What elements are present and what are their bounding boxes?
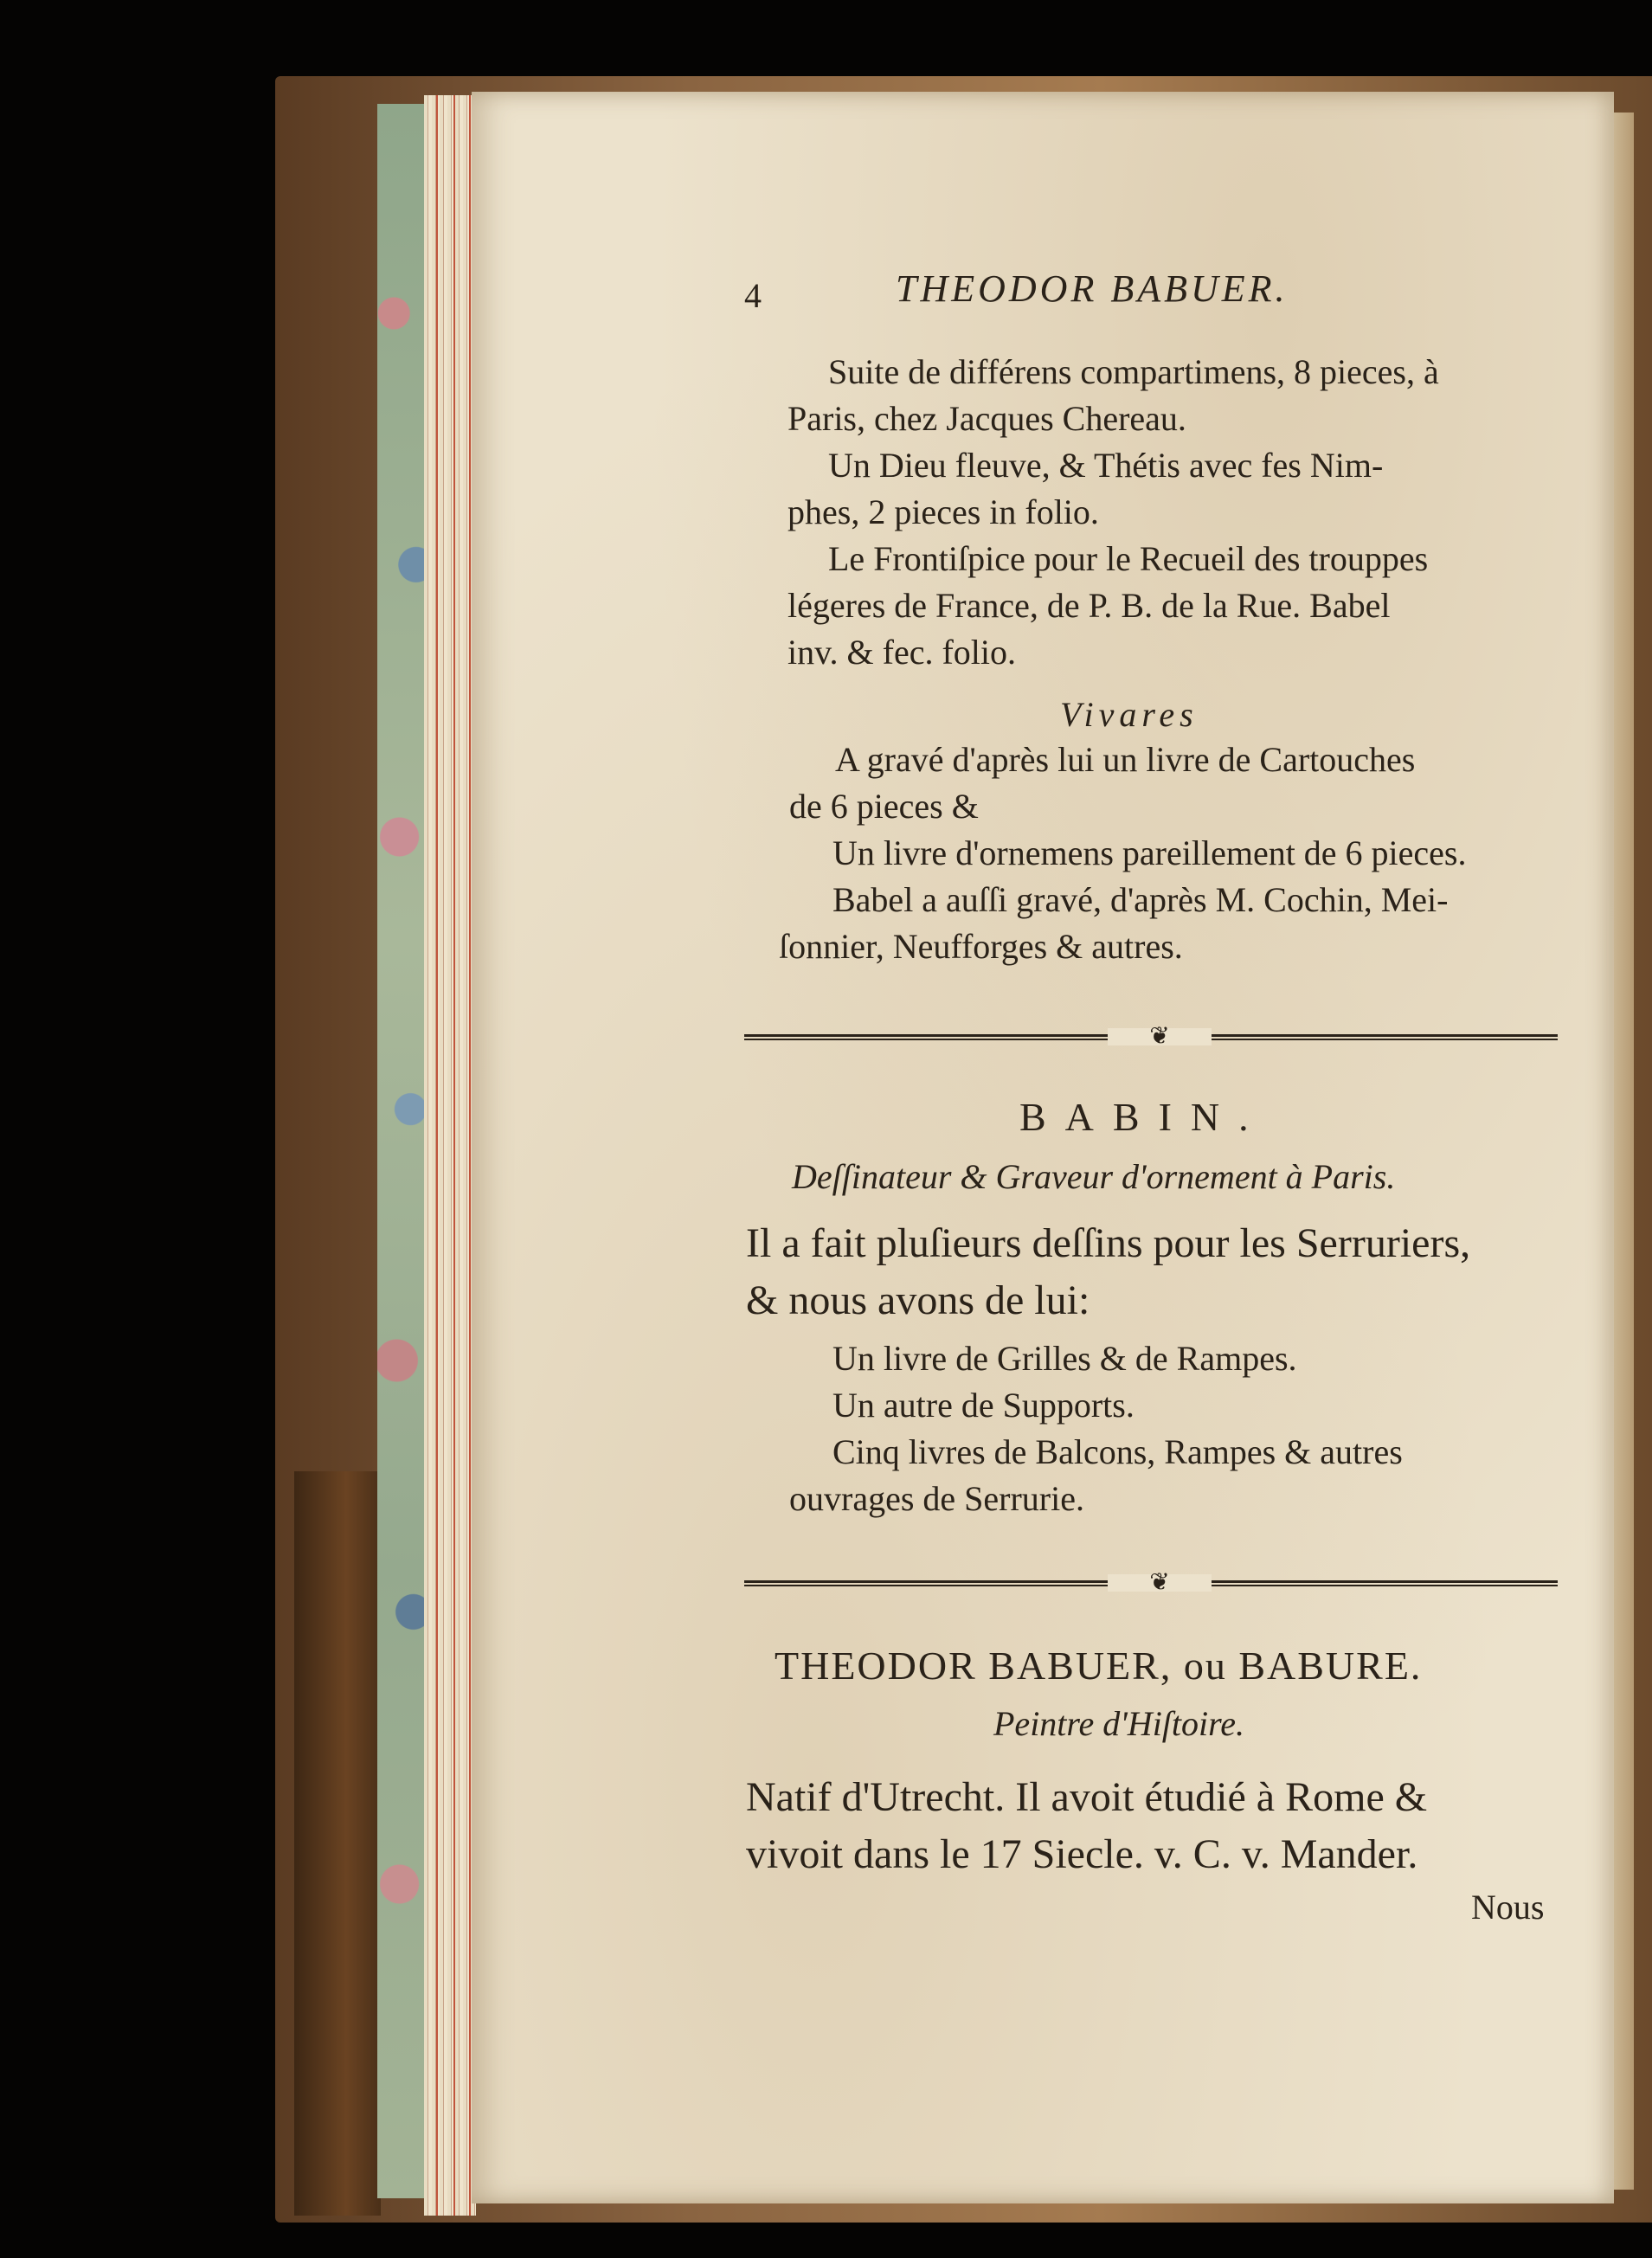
text-line: de 6 pieces & (789, 787, 979, 826)
text-line: Il a fait pluſieurs deſſins pour les Serruriers, (746, 1220, 1471, 1266)
section-subtitle-babuer: Peintre d'Hiſtoire. (993, 1704, 1244, 1743)
text-line: Un autre de Supports. (832, 1386, 1135, 1425)
text-line: Le Frontiſpice pour le Recueil des trouppes (828, 539, 1429, 578)
text-line: Cinq livres de Balcons, Rampes & autres (832, 1432, 1403, 1471)
text-line: Un Dieu fleuve, & Thétis avec fes Nim- (828, 446, 1384, 485)
text-line: ſonnier, Neufforges & autres. (779, 927, 1183, 966)
text-line: A gravé d'après lui un livre de Cartouches (835, 740, 1416, 779)
text-line: & nous avons de lui: (746, 1277, 1090, 1323)
text-line: Suite de différens compartimens, 8 pieces, à (828, 352, 1439, 391)
text-line: Un livre de Grilles & de Rampes. (832, 1339, 1297, 1378)
page-edges (424, 95, 476, 2216)
red-edge-line (453, 95, 455, 2216)
red-edge-line (469, 95, 471, 2216)
page-number: 4 (744, 276, 762, 315)
text-line: inv. & fec. folio. (787, 633, 1017, 672)
section-subtitle-babin: Deſſinateur & Graveur d'ornement à Paris. (792, 1157, 1396, 1196)
section-heading-babuer: THEODOR BABUER, ou BABURE. (775, 1644, 1423, 1688)
text-line: Un livre d'ornemens pareillement de 6 pieces. (832, 833, 1467, 872)
divider-ornament: ❦ (1108, 1574, 1212, 1592)
running-head: THEODOR BABUER. (896, 267, 1289, 310)
text-line: vivoit dans le 17 Siecle. v. C. v. Mander. (746, 1831, 1418, 1877)
red-edge-line (436, 95, 438, 2216)
text-line: Babel a auſſi gravé, d'après M. Cochin, Mei- (832, 880, 1449, 919)
divider-ornament: ❦ (1108, 1028, 1212, 1045)
cover-leather-corner (294, 1471, 381, 2216)
text-line: légeres de France, de P. B. de la Rue. Babel (787, 586, 1391, 625)
catchword: Nous (1471, 1888, 1545, 1927)
section-title-vivares: Vivares (1060, 695, 1199, 734)
text-line: ouvrages de Serrurie. (789, 1479, 1084, 1518)
section-heading-babin: BABIN. (1019, 1095, 1268, 1139)
text-line: Natif d'Utrecht. Il avoit étudié à Rome & (746, 1774, 1428, 1820)
text-line: Paris, chez Jacques Chereau. (787, 399, 1186, 438)
text-line: phes, 2 pieces in folio. (787, 492, 1099, 531)
